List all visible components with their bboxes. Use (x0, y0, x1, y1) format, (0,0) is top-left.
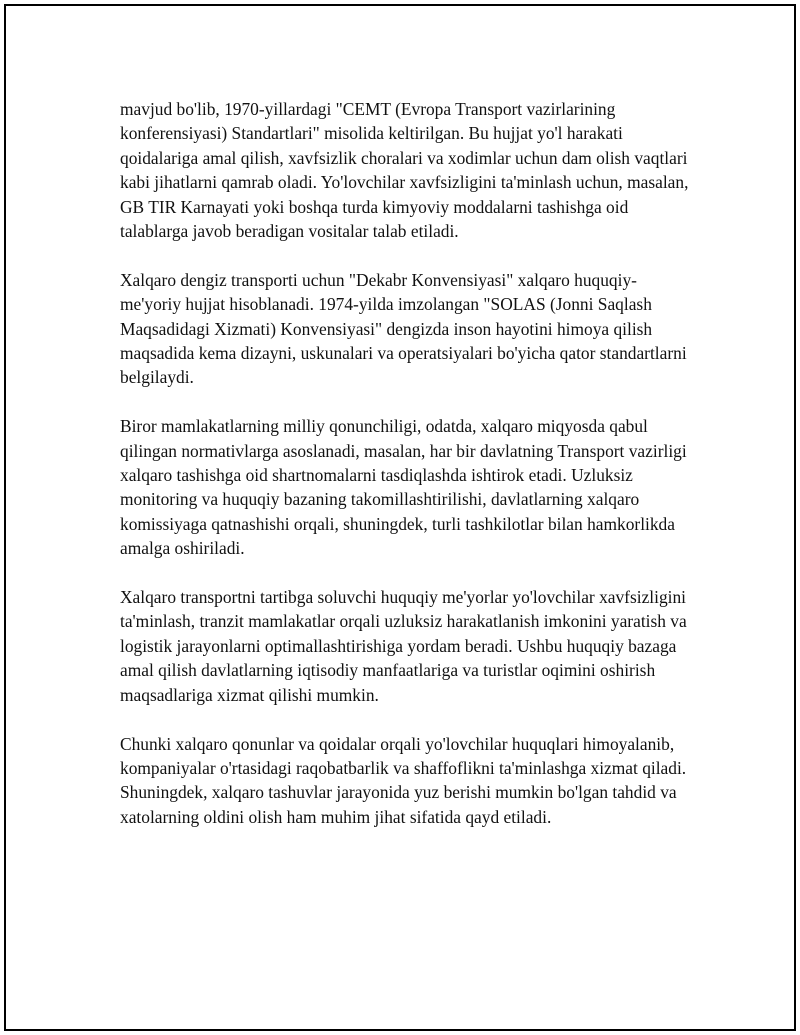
paragraph-1: mavjud bo'lib, 1970-yillardagi "CEMT (Evropa Transport vazirlarining konferensiyasi) Standartlari" misolida keltirilgan. Bu hujjat yo'l harakati qoidalariga amal qilish, xavfsizlik choralari va xodimlar uchun dam olish vaqtlari kabi jihatlarni qamrab oladi. Yo'lovchilar xavfsizligini ta'minlash uchun, masalan, GB TIR Karnayati yoki boshqa turda kimyoviy moddalarni tashishga oid talablarga javob beradigan vositalar talab etiladi. (120, 99, 689, 242)
paragraph-5: Chunki xalqaro qonunlar va qoidalar orqali yo'lovchilar huquqlari himoyalanib, kompaniyalar o'rtasidagi raqobatbarlik va shaffoflikni ta'minlashga xizmat qiladi. Shuningdek, xalqaro tashuvlar jarayonida yuz berishi mumkin bo'lgan tahdid va xatolarning oldini olish ham muhim jihat sifatida qayd etiladi. (120, 733, 687, 827)
paragraph-3: Biror mamlakatlarning milliy qonunchiligi, odatda, xalqaro miqyosda qabul qilingan normativlarga asoslanadi, masalan, har bir davlatning Transport vazirligi xalqaro tashishga oid shartnomalarni tasdiqlashda ishtirok etadi. Uzluksiz monitoring va huquqiy bazaning takomillashtirilishi, davlatlarning xalqaro komissiyaga qatnashishi orqali, shuningdek, turli tashkilotlar bilan hamkorlikda amalga oshiriladi. (120, 416, 687, 559)
page-frame (4, 4, 796, 1031)
paragraph-2: Xalqaro dengiz transporti uchun "Dekabr Konvensiyasi" xalqaro huquqiy-me'yoriy hujjat hisoblanadi. 1974-yilda imzolangan "SOLAS (Jonni Saqlash Maqsadidagi Xizmati) Konvensiyasi" dengizda inson hayotini himoya qilish maqsadida kema dizayni, uskunalari va operatsiyalari bo'yicha qator standartlarni belgilaydi. (120, 269, 687, 388)
paragraph-4: Xalqaro transportni tartibga soluvchi huquqiy me'yorlar yo'lovchilar xavfsizligini ta'minlash, tranzit mamlakatlar orqali uzluksiz harakatlanish imkonini yaratish va logistik jarayonlarni optimallashtirishiga yordam beradi. Ushbu huquqiy bazaga amal qilish davlatlarning iqtisodiy manfaatlariga va turistlar oqimini oshirish maqsadlariga xizmat qilishi mumkin. (120, 587, 687, 705)
document-body (120, 97, 692, 854)
